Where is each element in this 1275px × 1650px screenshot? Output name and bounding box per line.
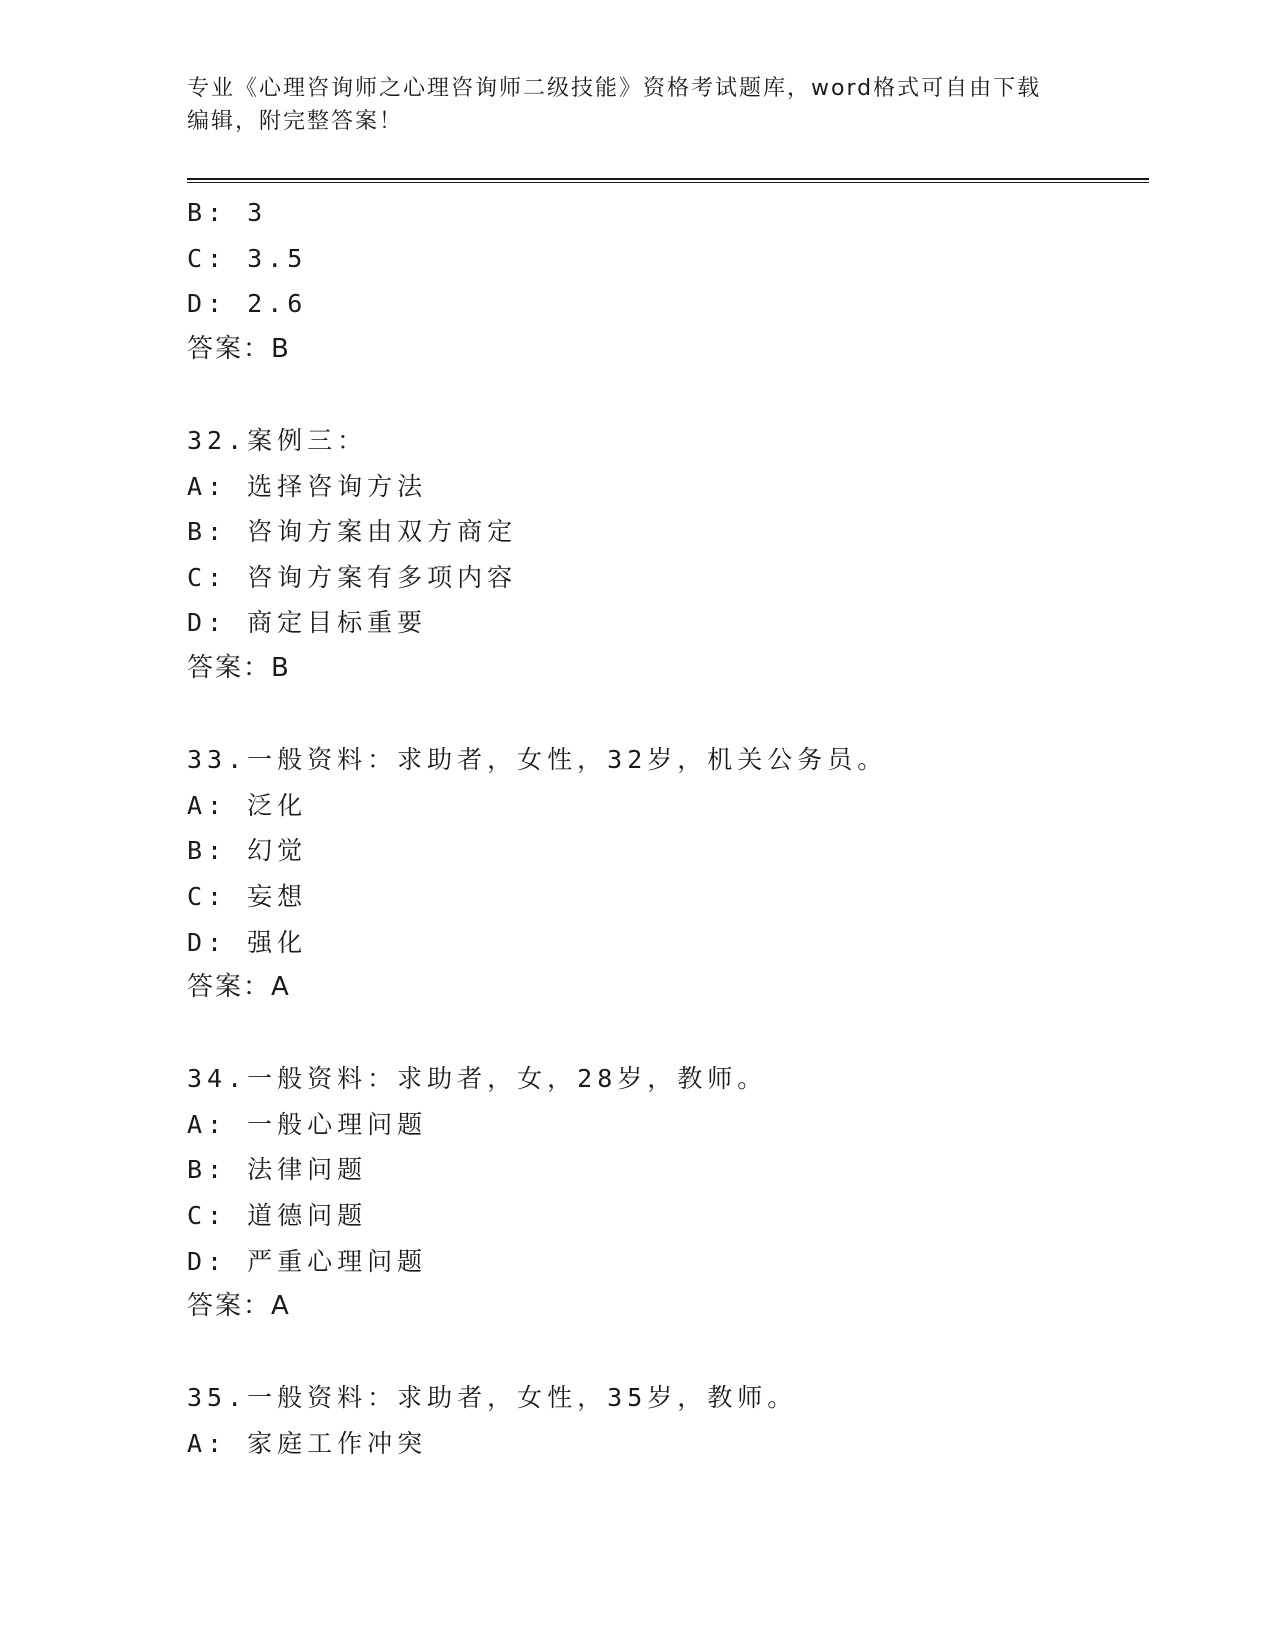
question-stem: 34.一般资料：求助者，女，28岁，教师。 <box>187 1064 768 1094</box>
option-b: B: 法律问题 <box>187 1155 368 1185</box>
answer-line: 答案：A <box>187 1291 291 1322</box>
option-c: C: 3.5 <box>187 243 308 273</box>
question-block-33 <box>187 737 1147 1011</box>
option-d: D: 商定目标重要 <box>187 608 428 638</box>
question-block-32 <box>187 418 1147 692</box>
header-line-1: 专业《心理咨询师之心理咨询师二级技能》资格考试题库，word格式可自由下载 <box>187 76 1042 101</box>
header-line-2: 编辑，附完整答案！ <box>187 109 404 134</box>
answer-line: 答案：A <box>187 972 291 1003</box>
option-a: A: 选择咨询方法 <box>187 471 428 501</box>
option-d: D: 2.6 <box>187 289 308 319</box>
option-a: A: 家庭工作冲突 <box>187 1429 428 1459</box>
option-c: C: 道德问题 <box>187 1201 368 1231</box>
spacer <box>187 692 1147 738</box>
question-block-35 <box>187 1375 1147 1466</box>
header-divider <box>187 178 1149 183</box>
option-d: D: 严重心理问题 <box>187 1246 428 1276</box>
option-b: B: 幻觉 <box>187 836 308 866</box>
document-header <box>187 72 1087 138</box>
option-a: A: 泛化 <box>187 790 308 820</box>
spacer <box>187 1011 1147 1057</box>
question-list <box>187 190 1147 1467</box>
answer-line: 答案：B <box>187 652 291 683</box>
option-d: D: 强化 <box>187 927 308 957</box>
answer-line: 答案：B <box>187 333 291 364</box>
spacer <box>187 1330 1147 1376</box>
option-b: B: 咨询方案由双方商定 <box>187 517 518 547</box>
question-stem: 35.一般资料：求助者，女性，35岁，教师。 <box>187 1383 798 1413</box>
question-block-34 <box>187 1056 1147 1330</box>
question-stem: 32.案例三： <box>187 425 368 455</box>
spacer <box>187 372 1147 418</box>
option-a: A: 一般心理问题 <box>187 1109 428 1139</box>
previous-question-block <box>187 190 1147 372</box>
option-b: B: 3 <box>187 198 268 227</box>
question-stem: 33.一般资料：求助者，女性，32岁，机关公务员。 <box>187 745 888 775</box>
option-c: C: 妄想 <box>187 881 308 911</box>
option-c: C: 咨询方案有多项内容 <box>187 562 518 592</box>
